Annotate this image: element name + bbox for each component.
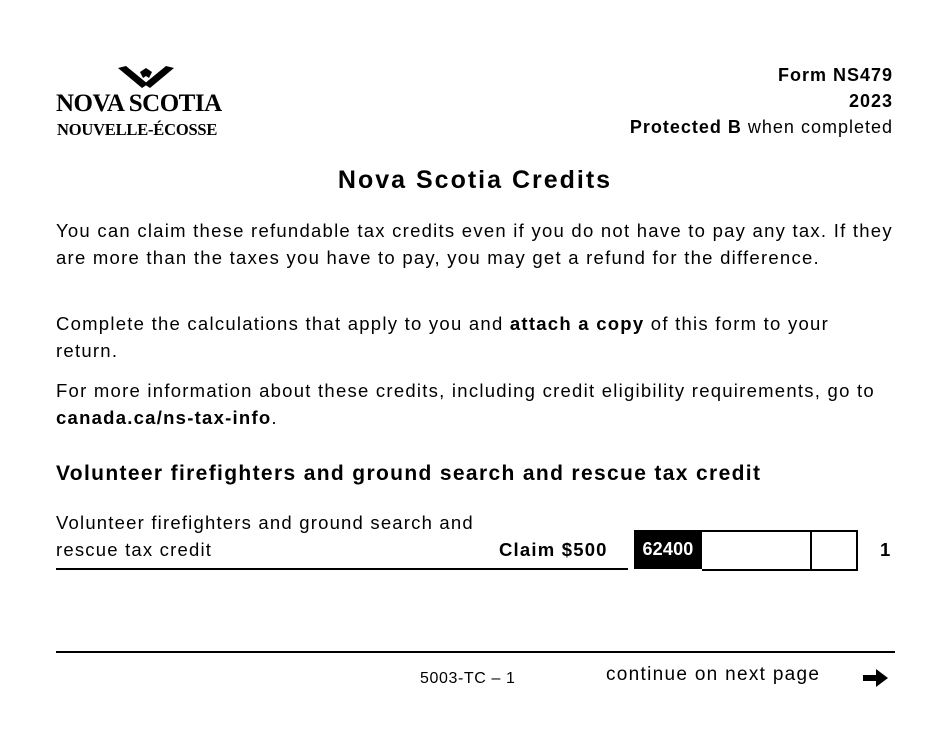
protected-label: Protected B [629, 117, 742, 137]
p3-text-before: For more information about these credits, including credit eligibility requirements, go to [56, 380, 875, 401]
attach-instructions [56, 311, 896, 364]
form-number: Form NS479 [777, 65, 893, 85]
arrow-right-icon [860, 666, 890, 690]
continue-text: continue on next page [606, 664, 821, 685]
form-year: 2023 [848, 91, 893, 111]
amount-input[interactable] [702, 530, 812, 571]
form-code: 5003-TC – 1 [420, 670, 516, 687]
protected-rest: when completed [741, 117, 893, 137]
section-heading: Volunteer firefighters and ground search and rescue tax credit [56, 462, 762, 485]
logo-subtitle: NOUVELLE-ÉCOSSE [57, 120, 218, 139]
line-number: 1 [880, 539, 891, 560]
line-code: 62400 [634, 530, 702, 569]
intro-paragraph: You can claim these refundable tax credits even if you do not have to pay any tax. If they are more than the taxes you have to pay, you may get a refund for the difference. [56, 220, 893, 268]
more-info-paragraph [56, 378, 896, 431]
line-underline [56, 568, 628, 570]
p2-text-before: Complete the calculations that apply to you and [56, 313, 510, 334]
line-label [56, 509, 474, 563]
form-header [630, 62, 893, 140]
p3-text-after: . [271, 406, 278, 428]
page-title: Nova Scotia Credits [337, 166, 613, 194]
p2-text-after: of this form to your return. [56, 313, 829, 361]
claim-amount-text: Claim $500 [499, 539, 608, 560]
nova-scotia-logo [56, 66, 246, 142]
p2-bold: attach a copy [509, 313, 645, 334]
footer-divider [56, 651, 895, 653]
info-link[interactable]: canada.ca/ns-tax-info [56, 406, 272, 428]
logo-wordmark: NOVA SCOTIA [56, 90, 222, 117]
line-label-2: rescue tax credit [56, 539, 213, 560]
cents-input[interactable] [810, 530, 858, 571]
line-label-1: Volunteer firefighters and ground search and [56, 512, 474, 533]
protected-notice [630, 114, 893, 140]
